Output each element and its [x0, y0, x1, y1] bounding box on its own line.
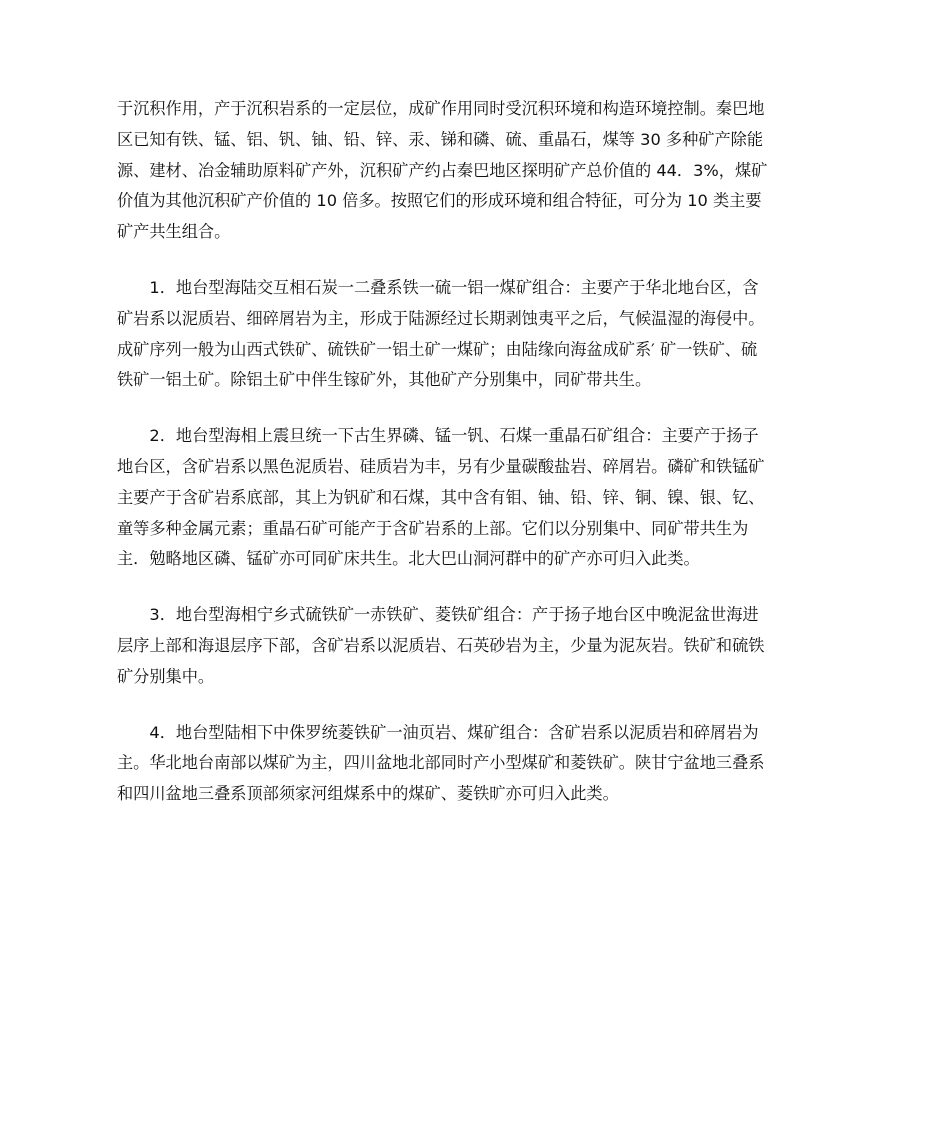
text-line: 源、建材、冶金辅助原料矿产外，沉积矿产约占秦巴地区探明矿产总价值的 44．3%，煤矿 — [117, 160, 768, 180]
text-line: 2．地台型海相上震旦统一下古生界磷、锰一钒、石煤一重晶石矿组合：主要产于扬子 — [149, 426, 759, 446]
text-line: 3．地台型海相宁乡式硫铁矿一赤铁矿、菱铁矿组合：产于扬子地台区中晚泥盆世海进 — [149, 605, 759, 625]
text-line: 铁矿一铝土矿。除铝土矿中伴生镓矿外，其他矿产分别集中，同矿带共生。 — [117, 370, 652, 390]
text-line: 1．地台型海陆交互相石炭一二叠系铁一硫一铝一煤矿组合：主要产于华北地台区，含 — [149, 277, 759, 297]
text-line: 于沉积作用，产于沉积岩系的一定层位，成矿作用同时受沉积环境和构造环境控制。秦巴地 — [117, 99, 765, 118]
text-line: 4．地台型陆相下中侏罗统菱铁矿一油页岩、煤矿组合：含矿岩系以泥质岩和碎屑岩为 — [149, 722, 759, 742]
text-line: 矿分别集中。 — [117, 666, 215, 686]
text-line: 地台区，含矿岩系以黑色泥质岩、硅质岩为丰，另有少量碳酸盐岩、碎屑岩。磷矿和铁锰矿 — [117, 456, 765, 476]
text-line: 童等多种金属元素；重晶石矿可能产于含矿岩系的上部。它们以分别集中、同矿带共生为 — [117, 518, 749, 538]
text-line: 成矿序列一般为山西式铁矿、硫铁矿一铝土矿一煤矿；由陆缘向海盆成矿系′ 矿一铁矿、硫 — [117, 339, 758, 359]
text-line: 主．勉略地区磷、锰矿亦可同矿床共生。北大巴山洞河群中的矿产亦可归入此类。 — [117, 549, 700, 569]
text-line: 矿产共生组合。 — [117, 222, 231, 242]
text-line: 区已知有铁、锰、铝、钒、铀、铅、锌、汞、锑和磷、硫、重晶石，煤等 30 多种矿产除能 — [117, 129, 764, 149]
paragraph-item-2 — [117, 421, 834, 575]
paragraph-item-4 — [117, 718, 834, 810]
paragraph-intro — [117, 94, 834, 248]
text-line: 主。华北地台南部以煤矿为主，四川盆地北部同时产小型煤矿和菱铁矿。陕甘宁盆地三叠系 — [117, 753, 765, 773]
paragraph-item-1 — [117, 273, 834, 396]
text-line: 主要产于含矿岩系底部，其上为钒矿和石煤，其中含有钼、铀、铅、锌、铜、镍、银、钇、 — [117, 487, 765, 507]
text-line: 价值为其他沉积矿产价值的 10 倍多。按照它们的形成环境和组合特征，可分为 10 类主要 — [117, 191, 762, 211]
text-line: 矿岩系以泥质岩、细碎屑岩为主，形成于陆源经过长期剥蚀夷平之后，气候温湿的海侵中。 — [117, 308, 765, 328]
text-line: 层序上部和海退层序下部，含矿岩系以泥质岩、石英砂岩为主，少量为泥灰岩。铁矿和硫铁 — [117, 635, 765, 655]
paragraph-item-3 — [117, 600, 834, 692]
text-line: 和四川盆地三叠系顶部须家河组煤系中的煤矿、菱铁旷亦可归入此类。 — [117, 784, 619, 804]
